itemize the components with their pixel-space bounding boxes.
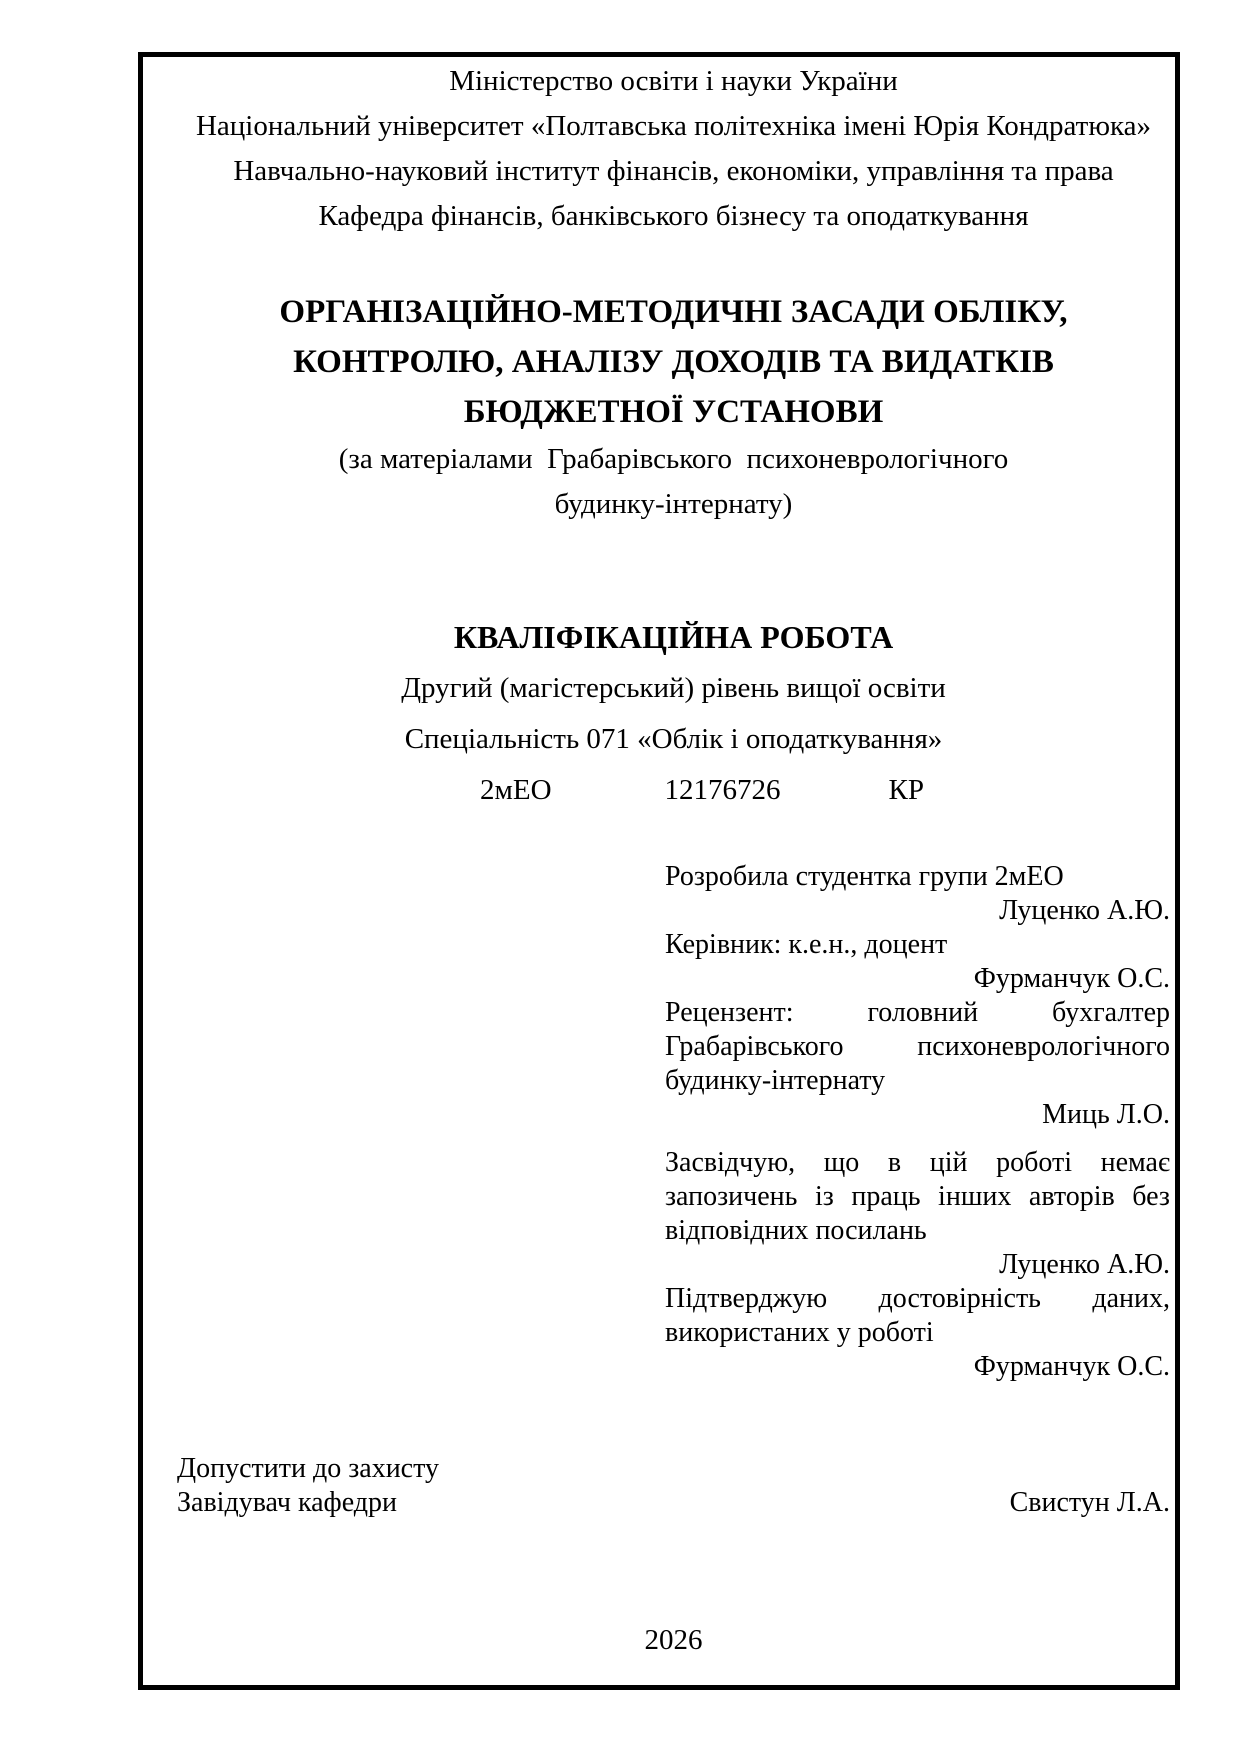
student-name: Луценко А.Ю. (999, 895, 1170, 926)
department-head-name: Свистун Л.А. (1009, 1487, 1170, 1518)
thesis-title-line-1: ОРГАНІЗАЦІЙНО-МЕТОДИЧНІ ЗАСАДИ ОБЛІКУ, (279, 294, 1068, 330)
ministry-line: Міністерство освіти і науки України (449, 65, 898, 97)
institute-line: Навчально-науковий інститут фінансів, економіки, управління та права (233, 155, 1114, 187)
admit-to-defense-line: Допустити до захисту (177, 1453, 439, 1484)
developed-by-label: Розробила студентка групи 2мЕО (665, 861, 1064, 892)
work-code: КР (888, 774, 924, 806)
thesis-title-line-2: КОНТРОЛЮ, АНАЛІЗУ ДОХОДІВ ТА ВИДАТКІВ (293, 344, 1054, 380)
confirmation-author-name: Фурманчук О.С. (973, 1351, 1170, 1382)
reviewer-name: Миць Л.О. (1042, 1099, 1170, 1130)
group-code: 2мЕО (480, 774, 552, 806)
credits-block (665, 860, 1170, 1384)
reviewer-label-line-1: Рецензент: головний бухгалтер (665, 997, 1170, 1028)
department-head-label: Завідувач кафедри (177, 1487, 397, 1518)
page-border (138, 52, 1180, 1690)
department-line: Кафедра фінансів, банківського бізнесу та оподаткування (318, 200, 1029, 232)
year: 2026 (644, 1624, 703, 1656)
university-header (177, 59, 1170, 239)
code-row (177, 765, 1170, 816)
supervisor-name: Фурманчук О.С. (973, 963, 1170, 994)
approval-block (177, 1452, 1170, 1520)
thesis-title (177, 287, 1170, 527)
declaration-line-2: запозичень із праць інших авторів без (665, 1181, 1170, 1212)
work-type-heading: КВАЛІФІКАЦІЙНА РОБОТА (453, 619, 894, 655)
declaration-author-name: Луценко А.Ю. (999, 1249, 1170, 1280)
department-head-row (177, 1486, 1170, 1520)
registration-number: 12176726 (664, 774, 781, 806)
thesis-subtitle-line-2: будинку-інтернату) (554, 488, 793, 520)
supervisor-label: Керівник: к.е.н., доцент (665, 929, 948, 960)
reviewer-label-line-2: Грабарівського психоневрологічного (665, 1031, 1170, 1062)
education-level: Другий (магістерський) рівень вищої освіти (401, 672, 946, 704)
specialty: Спеціальність 071 «Облік і оподаткування» (404, 723, 943, 755)
thesis-subtitle-line-1: (за матеріалами Грабарівського психоневрологічного (338, 443, 1009, 475)
declaration-line-1: Засвідчую, що в цій роботі немає (665, 1147, 1170, 1178)
reviewer-label-line-3: будинку-інтернату (665, 1065, 886, 1096)
university-line: Національний університет «Полтавська політехніка імені Юрія Кондратюка» (195, 110, 1152, 142)
thesis-title-line-3: БЮДЖЕТНОЇ УСТАНОВИ (463, 394, 884, 430)
confirmation-line-1: Підтверджую достовірність даних, (665, 1283, 1170, 1314)
confirmation-line-2: використаних у роботі (665, 1317, 934, 1348)
declaration-line-3: відповідних посилань (665, 1215, 927, 1246)
